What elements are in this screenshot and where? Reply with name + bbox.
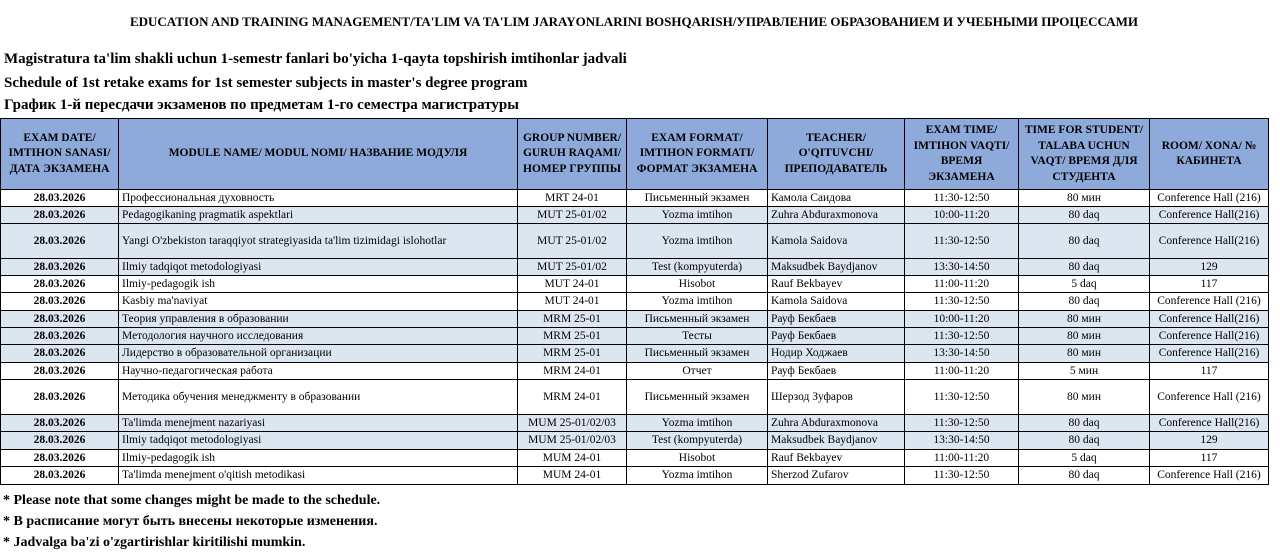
- table-row: [1, 415, 1269, 432]
- exam-schedule-table: [0, 118, 1269, 485]
- cell-module-name: Ta'limda menejment o'qitish metodikasi: [119, 467, 518, 485]
- cell-exam-time: 10:00-11:20: [905, 311, 1019, 328]
- cell-teacher: Нодир Ходжаев: [768, 345, 905, 363]
- table-row: [1, 363, 1269, 380]
- cell-time-for-student: 5 daq: [1019, 276, 1150, 293]
- cell-group-number: MUT 24-01: [518, 276, 627, 293]
- cell-teacher: Kamola Saidova: [768, 224, 905, 259]
- cell-time-for-student: 5 daq: [1019, 450, 1150, 467]
- col-teacher: TEACHER/ O'QITUVCHI/ ПРЕПОДАВАТЕЛЬ: [768, 119, 905, 190]
- cell-group-number: MRM 24-01: [518, 363, 627, 380]
- cell-time-for-student: 80 мин: [1019, 345, 1150, 363]
- cell-exam-format: Test (kompyuterda): [627, 432, 768, 450]
- cell-teacher: Maksudbek Baydjanov: [768, 432, 905, 450]
- cell-room: 129: [1150, 432, 1269, 450]
- cell-teacher: Zuhra Abduraxmonova: [768, 415, 905, 432]
- cell-module-name: Методология научного исследования: [119, 328, 518, 345]
- table-row: [1, 293, 1269, 311]
- cell-module-name: Pedagogikaning pragmatik aspektlari: [119, 207, 518, 224]
- col-time-for-student: TIME FOR STUDENT/ TALABA UCHUN VAQT/ ВРЕМЯ ДЛЯ СТУДЕНТА: [1019, 119, 1150, 190]
- cell-group-number: MUM 25-01/02/03: [518, 432, 627, 450]
- cell-time-for-student: 80 daq: [1019, 259, 1150, 276]
- cell-module-name: Лидерство в образовательной организации: [119, 345, 518, 363]
- cell-teacher: Рауф Бекбаев: [768, 328, 905, 345]
- cell-group-number: MRM 24-01: [518, 380, 627, 415]
- cell-time-for-student: 80 мин: [1019, 311, 1150, 328]
- cell-time-for-student: 80 мин: [1019, 190, 1150, 207]
- table-row: [1, 190, 1269, 207]
- cell-exam-date: 28.03.2026: [1, 259, 119, 276]
- table-row: [1, 450, 1269, 467]
- cell-exam-date: 28.03.2026: [1, 467, 119, 485]
- cell-exam-format: Yozma imtihon: [627, 224, 768, 259]
- col-exam-date: EXAM DATE/ IMTIHON SANASI/ ДАТА ЭКЗАМЕНА: [1, 119, 119, 190]
- cell-time-for-student: 80 мин: [1019, 380, 1150, 415]
- cell-room: Conference Hall(216): [1150, 415, 1269, 432]
- cell-module-name: Ilmiy tadqiqot metodologiyasi: [119, 259, 518, 276]
- cell-group-number: MUT 25-01/02: [518, 224, 627, 259]
- cell-exam-time: 11:30-12:50: [905, 328, 1019, 345]
- cell-exam-format: Письменный экзамен: [627, 190, 768, 207]
- note-en: * Please note that some changes might be made to the schedule.: [3, 493, 381, 508]
- cell-module-name: Теория управления в образовании: [119, 311, 518, 328]
- table-row: [1, 328, 1269, 345]
- table-row: [1, 311, 1269, 328]
- cell-exam-time: 11:00-11:20: [905, 363, 1019, 380]
- cell-room: Conference Hall(216): [1150, 328, 1269, 345]
- subtitle-ru: График 1-й пересдачи экзаменов по предметам 1-го семестра магистратуры: [4, 97, 519, 113]
- cell-group-number: MRM 25-01: [518, 345, 627, 363]
- cell-group-number: MRM 25-01: [518, 328, 627, 345]
- cell-room: 117: [1150, 450, 1269, 467]
- cell-room: Conference Hall (216): [1150, 467, 1269, 485]
- subtitle-en: Schedule of 1st retake exams for 1st semester subjects in master's degree program: [4, 75, 528, 91]
- cell-module-name: Kasbiy ma'naviyat: [119, 293, 518, 311]
- cell-module-name: Ilmiy tadqiqot metodologiyasi: [119, 432, 518, 450]
- table-row: [1, 224, 1269, 259]
- table-row: [1, 207, 1269, 224]
- cell-exam-time: 11:00-11:20: [905, 276, 1019, 293]
- cell-time-for-student: 80 daq: [1019, 224, 1150, 259]
- cell-exam-time: 11:00-11:20: [905, 450, 1019, 467]
- table-row: [1, 432, 1269, 450]
- cell-teacher: Рауф Бекбаев: [768, 363, 905, 380]
- cell-exam-time: 11:30-12:50: [905, 224, 1019, 259]
- table-row: [1, 276, 1269, 293]
- cell-teacher: Камола Саидова: [768, 190, 905, 207]
- cell-exam-time: 11:30-12:50: [905, 415, 1019, 432]
- cell-room: Conference Hall(216): [1150, 311, 1269, 328]
- cell-group-number: MRT 24-01: [518, 190, 627, 207]
- cell-room: 117: [1150, 363, 1269, 380]
- cell-room: Conference Hall (216): [1150, 190, 1269, 207]
- cell-group-number: MUT 25-01/02: [518, 259, 627, 276]
- cell-room: Conference Hall(216): [1150, 345, 1269, 363]
- cell-exam-format: Yozma imtihon: [627, 293, 768, 311]
- cell-exam-date: 28.03.2026: [1, 311, 119, 328]
- table-row: [1, 380, 1269, 415]
- cell-exam-time: 13:30-14:50: [905, 345, 1019, 363]
- cell-group-number: MUM 24-01: [518, 450, 627, 467]
- cell-teacher: Rauf Bekbayev: [768, 276, 905, 293]
- cell-exam-format: Hisobot: [627, 450, 768, 467]
- cell-exam-date: 28.03.2026: [1, 224, 119, 259]
- cell-group-number: MRM 25-01: [518, 311, 627, 328]
- table-header-row: [1, 119, 1269, 190]
- cell-time-for-student: 80 daq: [1019, 415, 1150, 432]
- cell-exam-date: 28.03.2026: [1, 207, 119, 224]
- cell-exam-time: 10:00-11:20: [905, 207, 1019, 224]
- col-group-number: GROUP NUMBER/ GURUH RAQAMI/ НОМЕР ГРУППЫ: [518, 119, 627, 190]
- cell-exam-date: 28.03.2026: [1, 293, 119, 311]
- cell-exam-format: Yozma imtihon: [627, 207, 768, 224]
- cell-room: Conference Hall(216): [1150, 207, 1269, 224]
- cell-group-number: MUM 24-01: [518, 467, 627, 485]
- cell-exam-date: 28.03.2026: [1, 380, 119, 415]
- cell-module-name: Ta'limda menejment nazariyasi: [119, 415, 518, 432]
- cell-room: 117: [1150, 276, 1269, 293]
- col-exam-time: EXAM TIME/ IMTIHON VAQTI/ ВРЕМЯ ЭКЗАМЕНА: [905, 119, 1019, 190]
- cell-time-for-student: 80 daq: [1019, 293, 1150, 311]
- col-exam-format: EXAM FORMAT/ IMTIHON FORMATI/ ФОРМАТ ЭКЗАМЕНА: [627, 119, 768, 190]
- cell-exam-time: 11:30-12:50: [905, 190, 1019, 207]
- cell-exam-format: Yozma imtihon: [627, 467, 768, 485]
- cell-group-number: MUT 25-01/02: [518, 207, 627, 224]
- table-row: [1, 467, 1269, 485]
- table-row: [1, 259, 1269, 276]
- cell-exam-format: Письменный экзамен: [627, 345, 768, 363]
- cell-teacher: Maksudbek Baydjanov: [768, 259, 905, 276]
- cell-time-for-student: 80 daq: [1019, 467, 1150, 485]
- cell-teacher: Рауф Бекбаев: [768, 311, 905, 328]
- cell-module-name: Yangi O'zbekiston taraqqiyot strategiyasida ta'lim tizimidagi islohotlar: [119, 224, 518, 259]
- cell-exam-time: 11:30-12:50: [905, 293, 1019, 311]
- cell-module-name: Ilmiy-pedagogik ish: [119, 276, 518, 293]
- cell-group-number: MUM 25-01/02/03: [518, 415, 627, 432]
- cell-exam-date: 28.03.2026: [1, 276, 119, 293]
- cell-time-for-student: 80 daq: [1019, 432, 1150, 450]
- cell-module-name: Методика обучения менеджменту в образовании: [119, 380, 518, 415]
- cell-exam-date: 28.03.2026: [1, 450, 119, 467]
- cell-time-for-student: 5 мин: [1019, 363, 1150, 380]
- cell-time-for-student: 80 daq: [1019, 207, 1150, 224]
- cell-room: 129: [1150, 259, 1269, 276]
- cell-exam-time: 11:30-12:50: [905, 467, 1019, 485]
- cell-exam-date: 28.03.2026: [1, 328, 119, 345]
- note-ru: * В расписание могут быть внесены некоторые изменения.: [3, 514, 378, 529]
- cell-room: Conference Hall(216): [1150, 224, 1269, 259]
- cell-group-number: MUT 24-01: [518, 293, 627, 311]
- table-row: [1, 345, 1269, 363]
- cell-exam-format: Hisobot: [627, 276, 768, 293]
- cell-exam-format: Отчет: [627, 363, 768, 380]
- cell-exam-date: 28.03.2026: [1, 432, 119, 450]
- cell-exam-format: Письменный экзамен: [627, 311, 768, 328]
- cell-teacher: Sherzod Zufarov: [768, 467, 905, 485]
- cell-exam-date: 28.03.2026: [1, 345, 119, 363]
- table-body: [1, 190, 1269, 485]
- cell-exam-date: 28.03.2026: [1, 363, 119, 380]
- cell-exam-date: 28.03.2026: [1, 190, 119, 207]
- cell-module-name: Научно-педагогическая работа: [119, 363, 518, 380]
- note-uz: * Jadvalga ba'zi o'zgartirishlar kiritilishi mumkin.: [3, 535, 306, 550]
- col-room: ROOM/ XONA/ № КАБИНЕТА: [1150, 119, 1269, 190]
- cell-exam-time: 13:30-14:50: [905, 259, 1019, 276]
- subtitle-uz: Magistratura ta'lim shakli uchun 1-semestr fanlari bo'yicha 1-qayta topshirish imtihonlar jadvali: [4, 51, 627, 67]
- cell-room: Conference Hall (216): [1150, 293, 1269, 311]
- cell-teacher: Rauf Bekbayev: [768, 450, 905, 467]
- cell-exam-format: Письменный экзамен: [627, 380, 768, 415]
- cell-exam-date: 28.03.2026: [1, 415, 119, 432]
- cell-module-name: Ilmiy-pedagogik ish: [119, 450, 518, 467]
- cell-exam-format: Тесты: [627, 328, 768, 345]
- cell-exam-time: 11:30-12:50: [905, 380, 1019, 415]
- document-title: EDUCATION AND TRAINING MANAGEMENT/TA'LIM VA TA'LIM JARAYONLARINI BOSHQARISH/УПРАВЛЕНИЕ ОБРАЗОВАНИЕМ И УЧЕБНЫМИ ПРОЦЕССАМИ: [129, 14, 1139, 29]
- cell-exam-format: Yozma imtihon: [627, 415, 768, 432]
- cell-teacher: Kamola Saidova: [768, 293, 905, 311]
- cell-module-name: Профессиональная духовность: [119, 190, 518, 207]
- cell-exam-format: Test (kompyuterda): [627, 259, 768, 276]
- cell-time-for-student: 80 мин: [1019, 328, 1150, 345]
- cell-exam-time: 13:30-14:50: [905, 432, 1019, 450]
- col-module-name: MODULE NAME/ MODUL NOMI/ НАЗВАНИЕ МОДУЛЯ: [119, 119, 518, 190]
- cell-room: Conference Hall (216): [1150, 380, 1269, 415]
- cell-teacher: Zuhra Abduraxmonova: [768, 207, 905, 224]
- cell-teacher: Шерзод Зуфаров: [768, 380, 905, 415]
